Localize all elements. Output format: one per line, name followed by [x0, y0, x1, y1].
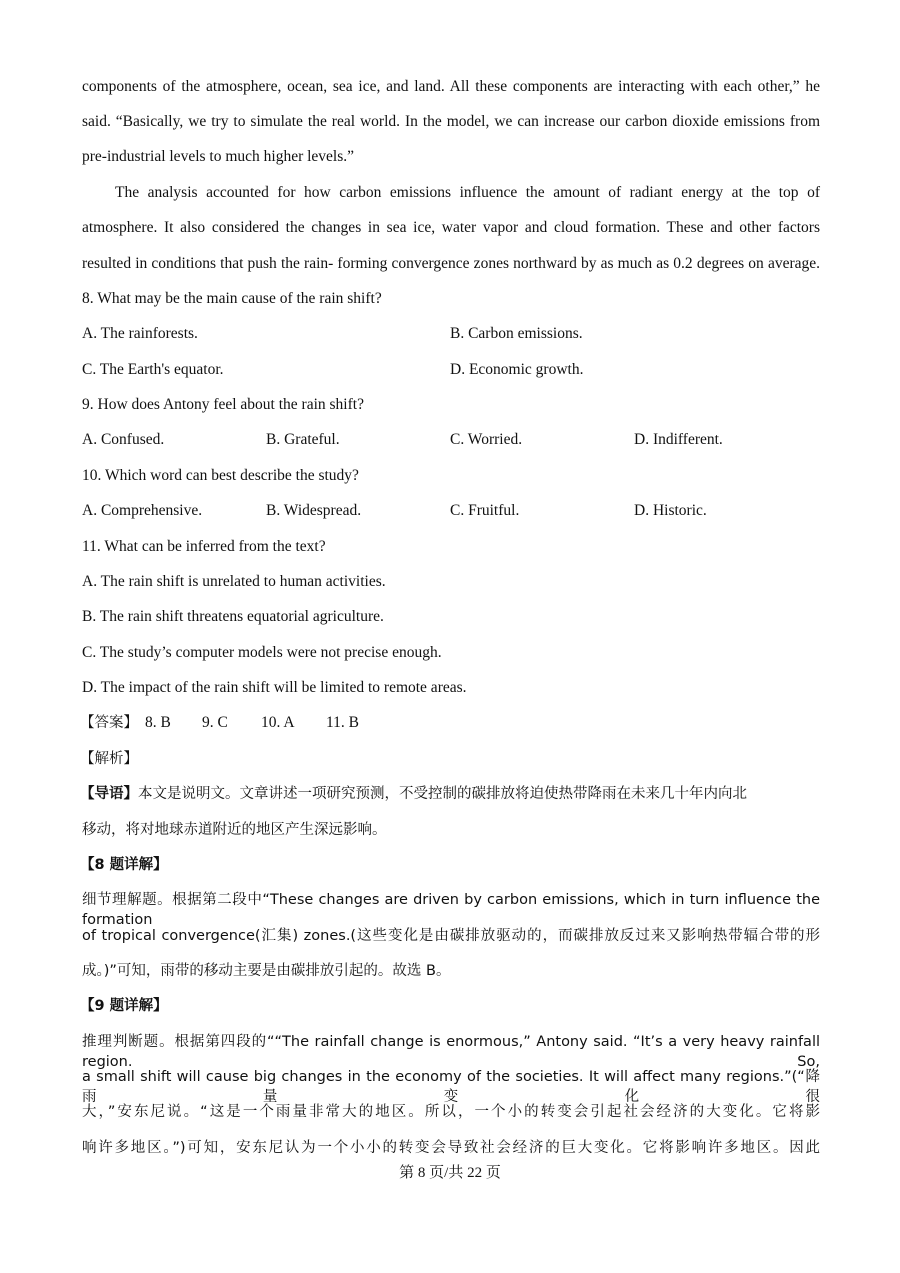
question-stem: 11. What can be inferred from the text? — [82, 538, 326, 555]
option-b: B. Grateful. — [266, 431, 340, 448]
intro-line — [80, 784, 820, 804]
passage-line: pre-industrial levels to much higher levels.” — [82, 148, 355, 165]
option-b: B. Widespread. — [266, 502, 362, 519]
q8-detail-label: 【8 题详解】 — [80, 857, 168, 873]
q8-detail-line: of tropical convergence(汇集) zones.(这些变化是由碳排放驱动的，而碳排放反过来又影响热带辐合带的形 — [82, 928, 820, 944]
question-stem: 10. Which word can best describe the study? — [82, 467, 359, 484]
answer-10: 10. A — [261, 714, 295, 731]
option-c: C. The study’s computer models were not precise enough. — [82, 644, 442, 661]
page-footer: 第 8 页/共 22 页 — [399, 1165, 501, 1181]
option-a: A. The rain shift is unrelated to human activities. — [82, 573, 386, 590]
option-c: C. Worried. — [450, 431, 523, 448]
option-b: B. The rain shift threatens equatorial agriculture. — [82, 608, 384, 625]
q8-detail-line: 细节理解题。根据第二段中“These changes are driven by carbon emissions, which in turn influence the formation — [82, 892, 820, 928]
intro-text: 本文是说明文。文章讲述一项研究预测，不受控制的碳排放将迫使热带降雨在未来几十年内向北 — [138, 786, 747, 802]
passage-line: resulted in conditions that push the rain- forming convergence zones northward by as much as 0.2 degrees on average. — [82, 255, 820, 272]
option-d: D. Historic. — [634, 502, 707, 519]
option-d: D. Economic growth. — [450, 361, 584, 378]
option-c: C. The Earth's equator. — [82, 361, 224, 378]
option-a: A. The rainforests. — [82, 325, 198, 342]
passage-line: components of the atmosphere, ocean, sea ice, and land. All these components are interacting with each other,” he — [82, 78, 820, 95]
answer-9: 9. C — [202, 714, 228, 731]
q8-detail-line: 成。)”可知，雨带的移动主要是由碳排放引起的。故选 B。 — [82, 963, 451, 979]
intro-label: 【导语】 — [80, 786, 138, 802]
answer-11: 11. B — [326, 714, 360, 731]
question-stem: 9. How does Antony feel about the rain shift? — [82, 396, 364, 413]
q9-detail-label: 【9 题详解】 — [80, 998, 168, 1014]
option-a: A. Confused. — [82, 431, 165, 448]
passage-line: The analysis accounted for how carbon emissions influence the amount of radiant energy at the top of — [115, 184, 820, 201]
question-stem: 8. What may be the main cause of the rain shift? — [82, 290, 382, 307]
answer-8: 8. B — [145, 714, 171, 731]
intro-line-2: 移动，将对地球赤道附近的地区产生深远影响。 — [82, 822, 387, 838]
q9-detail-line: 大，”安东尼说。“这是一个雨量非常大的地区。所以，一个小的转变会引起社会经济的大变化。它将影 — [82, 1104, 820, 1120]
passage-line: said. “Basically, we try to simulate the real world. In the model, we can increase our carbon dioxide emissions from — [82, 113, 820, 130]
option-a: A. Comprehensive. — [82, 502, 203, 519]
analysis-label: 【解析】 — [80, 751, 138, 767]
answer-label: 【答案】 — [80, 715, 138, 731]
q9-detail-line: 推理判断题。根据第四段的““The rainfall change is enormous,” Antony said. “It’s a very heavy rainfall region. So, — [82, 1034, 820, 1070]
option-c: C. Fruitful. — [450, 502, 520, 519]
option-d: D. Indifferent. — [634, 431, 723, 448]
q9-detail-line: a small shift will cause big changes in the economy of the societies. It will affect many regions.”(“降雨量变化很 — [82, 1069, 820, 1105]
q9-detail-line: 响许多地区。”)可知，安东尼认为一个小小的转变会导致社会经济的巨大变化。它将影响许多地区。因此 — [82, 1140, 820, 1156]
option-d: D. The impact of the rain shift will be limited to remote areas. — [82, 679, 467, 696]
option-b: B. Carbon emissions. — [450, 325, 583, 342]
passage-line: atmosphere. It also considered the changes in sea ice, water vapor and cloud formation. These and other factors — [82, 219, 820, 236]
